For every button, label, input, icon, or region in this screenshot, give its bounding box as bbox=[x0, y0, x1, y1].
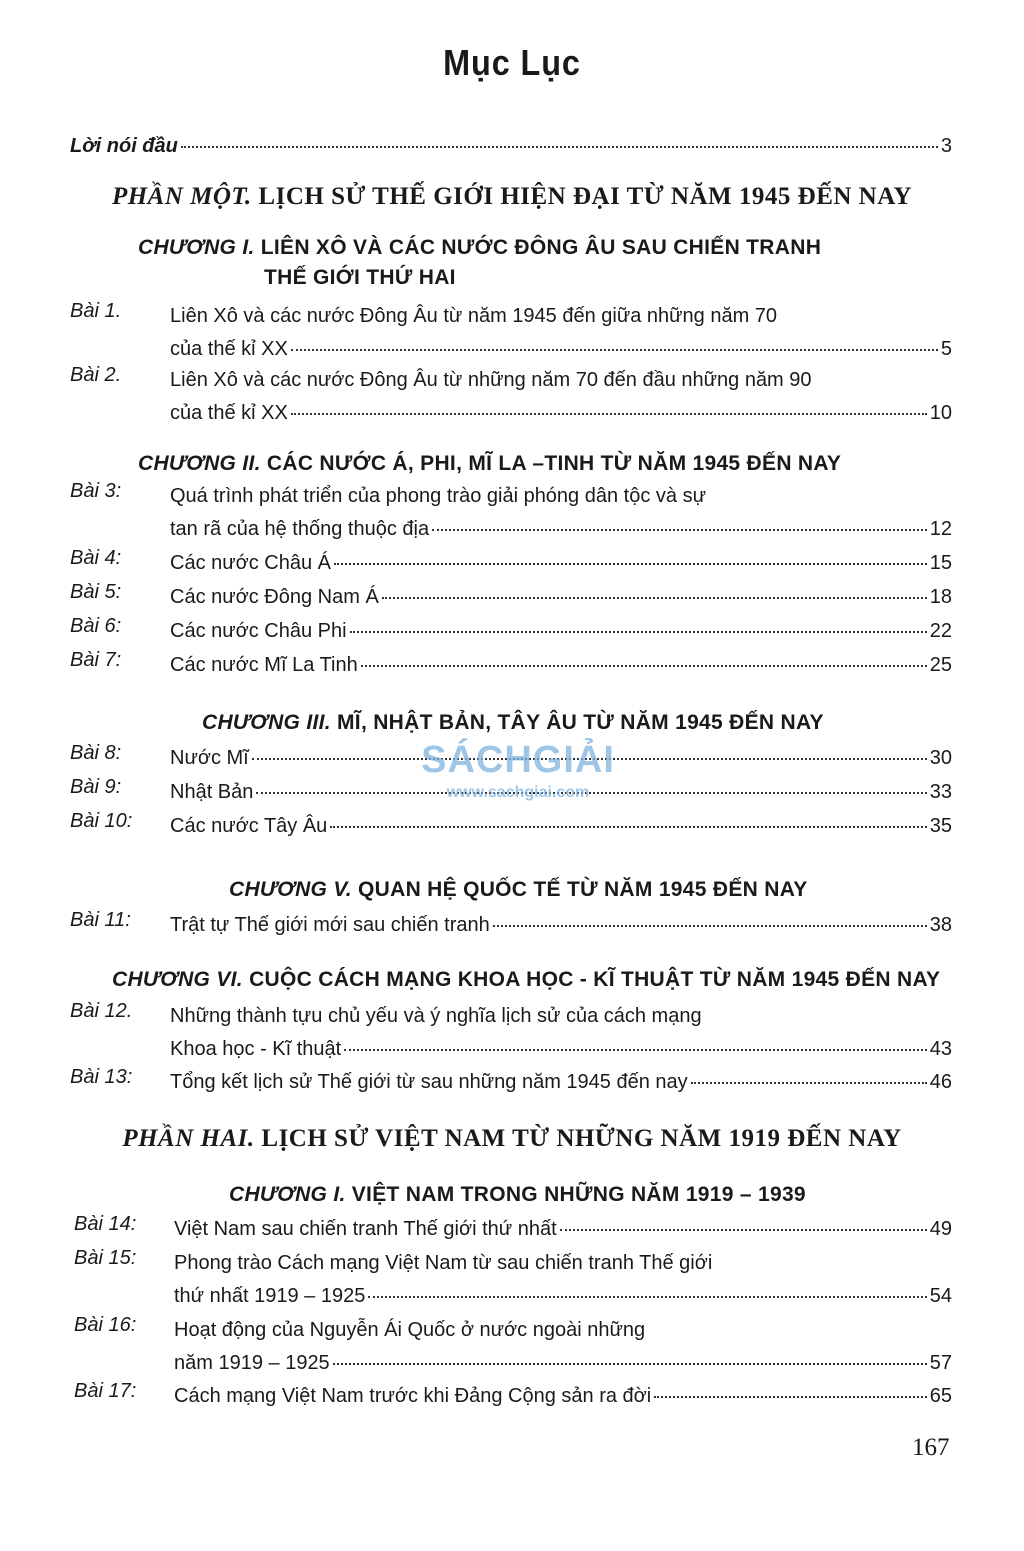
lesson-label: Bài 1. bbox=[70, 300, 122, 322]
dot-leader bbox=[291, 412, 927, 415]
dot-leader bbox=[654, 1395, 927, 1398]
lesson-title-cont: Khoa học - Kĩ thuật bbox=[170, 1038, 342, 1060]
chapter-heading bbox=[112, 968, 940, 992]
part-title: LỊCH SỬ VIỆT NAM TỪ NHỮNG NĂM 1919 ĐẾN NAY bbox=[261, 1125, 902, 1152]
chapter-title: QUAN HỆ QUỐC TẾ TỪ NĂM 1945 ĐẾN NAY bbox=[358, 878, 808, 901]
lesson-title: Các nước Châu Phi bbox=[170, 620, 347, 642]
dot-leader bbox=[432, 528, 927, 531]
page-ref: 33 bbox=[929, 781, 952, 803]
toc-entry-bai-16 bbox=[74, 1314, 952, 1380]
lesson-title: Trật tự Thế giới mới sau chiến tranh bbox=[170, 914, 490, 936]
page-ref: 43 bbox=[929, 1038, 952, 1060]
lesson-label: Bài 14: bbox=[74, 1213, 137, 1235]
lesson-title: Những thành tựu chủ yếu và ý nghĩa lịch sử của cách mạng bbox=[170, 1005, 702, 1027]
toc-entry-bai-3 bbox=[70, 480, 952, 546]
lesson-title: Các nước Mĩ La Tinh bbox=[170, 654, 358, 676]
dot-leader bbox=[333, 1362, 927, 1365]
page-ref: 3 bbox=[940, 135, 952, 157]
page-title: Mục Lục bbox=[443, 42, 581, 83]
dot-leader bbox=[361, 664, 927, 667]
lesson-label: Bài 6: bbox=[70, 615, 122, 637]
lesson-label: Bài 3: bbox=[70, 480, 122, 502]
lesson-label: Bài 11: bbox=[70, 909, 131, 931]
lesson-title: Cách mạng Việt Nam trước khi Đảng Cộng sản ra đời bbox=[174, 1385, 652, 1407]
lesson-label: Bài 12. bbox=[70, 1000, 133, 1022]
lesson-label: Bài 7: bbox=[70, 649, 122, 671]
lesson-title-cont: năm 1919 – 1925 bbox=[174, 1352, 330, 1374]
chapter-heading bbox=[138, 452, 841, 476]
lesson-title: Nước Mĩ bbox=[170, 747, 249, 769]
lesson-title: Liên Xô và các nước Đông Âu từ năm 1945 đến giữa những năm 70 bbox=[170, 305, 778, 327]
page-ref: 15 bbox=[929, 552, 952, 574]
toc-entry-bai-10 bbox=[70, 810, 952, 843]
lesson-label: Bài 16: bbox=[74, 1314, 137, 1336]
page-ref: 18 bbox=[929, 586, 952, 608]
part-heading bbox=[0, 1125, 1024, 1153]
dot-leader bbox=[691, 1081, 927, 1084]
page-ref: 57 bbox=[929, 1352, 952, 1374]
dot-leader bbox=[493, 924, 927, 927]
chapter-number: CHƯƠNG I. bbox=[138, 236, 255, 259]
page-ref: 22 bbox=[929, 620, 952, 642]
lesson-title: Quá trình phát triển của phong trào giải phóng dân tộc và sự bbox=[170, 485, 706, 507]
dot-leader bbox=[334, 562, 927, 565]
toc-entry-bai-5 bbox=[70, 581, 952, 614]
part-title: LỊCH SỬ THẾ GIỚI HIỆN ĐẠI TỪ NĂM 1945 ĐẾN NAY bbox=[258, 183, 913, 210]
part-prefix: PHẦN MỘT. bbox=[111, 183, 252, 210]
part-prefix: PHẦN HAI. bbox=[122, 1125, 255, 1152]
chapter-heading bbox=[229, 1183, 806, 1207]
lesson-label: Bài 13: bbox=[70, 1066, 133, 1088]
toc-entry-bai-1 bbox=[70, 300, 952, 366]
page-ref: 5 bbox=[940, 338, 952, 360]
lesson-title: Nhật Bản bbox=[170, 781, 254, 803]
toc-entry-bai-17 bbox=[74, 1380, 952, 1413]
lesson-title-cont: thứ nhất 1919 – 1925 bbox=[174, 1285, 366, 1307]
lesson-label: Bài 4: bbox=[70, 547, 122, 569]
lesson-title: Các nước Châu Á bbox=[170, 552, 332, 574]
dot-leader bbox=[291, 348, 938, 351]
sachgiai-watermark bbox=[408, 740, 628, 802]
part-heading bbox=[0, 183, 1024, 211]
lesson-label: Bài 8: bbox=[70, 742, 122, 764]
page-ref: 12 bbox=[929, 518, 952, 540]
dot-leader bbox=[350, 630, 927, 633]
toc-entry-bai-2 bbox=[70, 364, 952, 430]
page-ref: 35 bbox=[929, 815, 952, 837]
toc-entry-bai-4 bbox=[70, 547, 952, 580]
chapter-title: CUỘC CÁCH MẠNG KHOA HỌC - KĨ THUẬT TỪ NĂM 1945 ĐẾN NAY bbox=[249, 968, 941, 991]
page-ref: 25 bbox=[929, 654, 952, 676]
lesson-title: Hoạt động của Nguyễn Ái Quốc ở nước ngoài những bbox=[174, 1319, 646, 1341]
dot-leader bbox=[181, 145, 938, 148]
lesson-title-cont: tan rã của hệ thống thuộc địa bbox=[170, 518, 430, 540]
toc-entry-bai-7 bbox=[70, 649, 952, 682]
lesson-title: Tổng kết lịch sử Thế giới từ sau những năm 1945 đến nay bbox=[170, 1071, 688, 1093]
watermark-url: www.sachgiai.com bbox=[446, 784, 590, 801]
chapter-heading bbox=[229, 878, 808, 902]
chapter-number: CHƯƠNG V. bbox=[229, 878, 352, 901]
lesson-label: Bài 2. bbox=[70, 364, 122, 386]
dot-leader bbox=[560, 1228, 927, 1231]
page-ref: 65 bbox=[929, 1385, 952, 1407]
chapter-number: CHƯƠNG II. bbox=[138, 452, 261, 475]
dot-leader bbox=[368, 1295, 926, 1298]
chapter-number: CHƯƠNG III. bbox=[202, 711, 331, 734]
lesson-title-cont: của thế kỉ XX bbox=[170, 402, 288, 424]
lesson-title: Liên Xô và các nước Đông Âu từ những năm 70 đến đầu những năm 90 bbox=[170, 369, 812, 391]
lesson-title: Các nước Đông Nam Á bbox=[170, 586, 379, 608]
toc-entry-bai-6 bbox=[70, 615, 952, 648]
chapter-title: MĨ, NHẬT BẢN, TÂY ÂU TỪ NĂM 1945 ĐẾN NAY bbox=[337, 711, 824, 734]
chapter-number: CHƯƠNG I. bbox=[229, 1183, 346, 1206]
lesson-title: Việt Nam sau chiến tranh Thế giới thứ nhất bbox=[174, 1218, 557, 1240]
dot-leader bbox=[330, 825, 926, 828]
lesson-title: Các nước Tây Âu bbox=[170, 815, 328, 837]
dot-leader bbox=[344, 1048, 927, 1051]
lesson-label: Bài 5: bbox=[70, 581, 122, 603]
page-ref: 10 bbox=[929, 402, 952, 424]
page-number: 167 bbox=[912, 1434, 950, 1461]
chapter-heading bbox=[202, 711, 824, 735]
chapter-title: LIÊN XÔ VÀ CÁC NƯỚC ĐÔNG ÂU SAU CHIẾN TRANH bbox=[260, 236, 822, 259]
lesson-label: Bài 15: bbox=[74, 1247, 137, 1269]
chapter-title: CÁC NƯỚC Á, PHI, MĨ LA –TINH TỪ NĂM 1945 ĐẾN NAY bbox=[266, 452, 842, 475]
page-ref: 49 bbox=[929, 1218, 952, 1240]
watermark-brand: SÁCHGIẢI bbox=[421, 739, 615, 781]
toc-entry-bai-15 bbox=[74, 1247, 952, 1313]
lesson-title-cont: của thế kỉ XX bbox=[170, 338, 288, 360]
lesson-label: Bài 17: bbox=[74, 1380, 137, 1402]
chapter-number: CHƯƠNG VI. bbox=[112, 968, 243, 991]
chapter-title: VIỆT NAM TRONG NHỮNG NĂM 1919 – 1939 bbox=[351, 1183, 806, 1206]
toc-entry-bai-14 bbox=[74, 1213, 952, 1246]
page-ref: 46 bbox=[929, 1071, 952, 1093]
preface-label: Lời nói đầu bbox=[70, 135, 178, 157]
page-ref: 38 bbox=[929, 914, 952, 936]
toc-entry-preface bbox=[70, 130, 952, 163]
lesson-label: Bài 10: bbox=[70, 810, 133, 832]
chapter-title-cont: THẾ GIỚI THỨ HAI bbox=[264, 266, 456, 289]
chapter-heading bbox=[138, 236, 821, 290]
dot-leader bbox=[382, 596, 927, 599]
toc-entry-bai-13 bbox=[70, 1066, 952, 1099]
page-ref: 54 bbox=[929, 1285, 952, 1307]
toc-entry-bai-12 bbox=[70, 1000, 952, 1066]
lesson-label: Bài 9: bbox=[70, 776, 122, 798]
page-ref: 30 bbox=[929, 747, 952, 769]
toc-entry-bai-11 bbox=[70, 909, 952, 942]
lesson-title: Phong trào Cách mạng Việt Nam từ sau chiến tranh Thế giới bbox=[174, 1252, 713, 1274]
